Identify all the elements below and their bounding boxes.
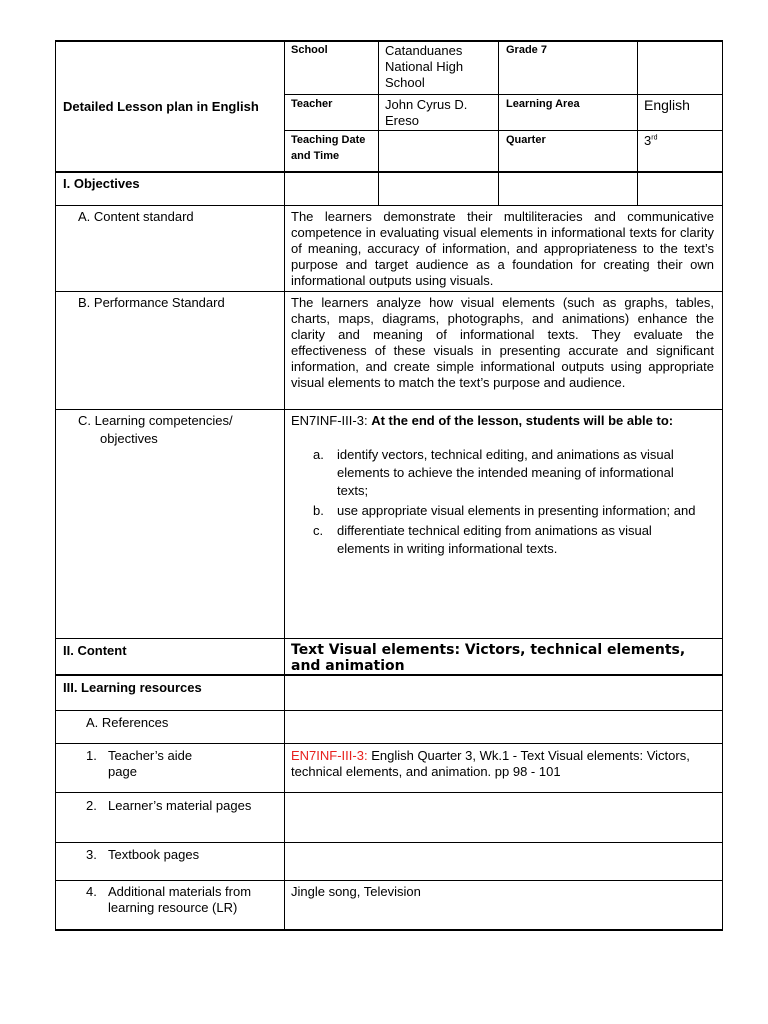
row-divider: [55, 842, 723, 843]
references-label: A. References: [86, 715, 169, 730]
performance-standard-label: B. Performance Standard: [78, 295, 225, 310]
row-divider: [55, 291, 723, 292]
document-title: Detailed Lesson plan in English: [63, 99, 259, 114]
school-label: School: [291, 44, 328, 56]
table-border-left: [55, 40, 56, 931]
list-item: a. identify vectors, technical editing, and animations as visual elements to achieve the intended meaning of informational texts;: [313, 447, 674, 498]
grade-label: Grade 7: [506, 44, 547, 56]
row-divider: [55, 880, 723, 881]
learners-material-label: Learner’s material pages: [108, 798, 252, 813]
row-divider: [284, 130, 723, 131]
row-divider: [55, 171, 723, 173]
list-item: c. differentiate technical editing from animations as visual elements in writing informational texts.: [313, 523, 652, 556]
competency-intro: [291, 413, 721, 429]
row-divider: [55, 205, 723, 206]
learning-area-label: Learning Area: [506, 98, 580, 110]
competency-code: EN7INF-III-3:: [291, 413, 372, 428]
teachers-aide-label: Teacher’s aide page: [108, 748, 193, 779]
list-item: b. use appropriate visual elements in presenting information; and: [313, 503, 696, 518]
objectives-heading: I. Objectives: [63, 176, 140, 191]
performance-standard-text: The learners analyze how visual elements (such as graphs, tables, charts, maps, diagrams, photographs, and animations) enhance the clarity and meaning of informational texts. They evaluate the effectiveness of these visuals in presenting accurate and significant information, and create simple informational outputs using appropriate visual elements to match the text’s purpose and audience.: [291, 295, 714, 390]
row-divider: [284, 94, 723, 95]
column-divider: [378, 40, 379, 206]
teaching-date-label: Teaching Date and Time: [291, 134, 366, 162]
school-value: Catanduanes National High School: [385, 43, 464, 90]
content-standard-label: A. Content standard: [78, 209, 194, 224]
teacher-value: John Cyrus D. Ereso: [385, 97, 468, 128]
teachers-aide-reference: [291, 748, 719, 780]
row-divider: [55, 743, 723, 744]
textbook-label: Textbook pages: [108, 847, 200, 862]
content-standard-text: The learners demonstrate their multiliteracies and communicative competence in evaluating visual elements in informational texts for clarity of meaning, accuracy of information, and appropriateness to the text’s purpose and target audience as a foundation for creating their own informational outputs using visuals.: [291, 209, 714, 288]
objectives-list: [291, 446, 701, 560]
learners-material-number: 2.: [86, 798, 97, 813]
quarter-label: Quarter: [506, 134, 546, 146]
quarter-value: 3rd: [644, 133, 658, 148]
learning-area-value: English: [644, 97, 690, 113]
competencies-label: C. Learning competencies/: [78, 413, 233, 428]
row-divider: [55, 674, 723, 676]
table-border-right: [722, 40, 723, 931]
teachers-aide-number: 1.: [86, 748, 97, 763]
additional-materials-value: Jingle song, Television: [291, 884, 421, 899]
competencies-label-objectives: objectives: [100, 431, 158, 446]
teachers-aide-code: EN7INF-III-3:: [291, 748, 368, 763]
additional-materials-number: 4.: [86, 884, 97, 899]
textbook-number: 3.: [86, 847, 97, 862]
teacher-label: Teacher: [291, 98, 333, 110]
row-divider: [55, 792, 723, 793]
resources-heading: III. Learning resources: [63, 680, 202, 695]
row-divider: [55, 409, 723, 410]
table-border-bottom: [55, 929, 723, 931]
content-title: Text Visual elements: Victors, technical elements, and animation: [291, 642, 686, 674]
column-divider: [284, 40, 285, 931]
column-divider: [637, 40, 638, 206]
teachers-aide-text: English Quarter 3, Wk.1 - Text Visual elements: Victors, technical elements, and animation. pp 98 - 101: [291, 748, 690, 779]
column-divider: [498, 40, 499, 206]
additional-materials-label: Additional materials from learning resource (LR): [108, 884, 252, 915]
row-divider: [55, 710, 723, 711]
content-heading: II. Content: [63, 643, 127, 658]
competency-intro-text: At the end of the lesson, students will be able to:: [371, 413, 674, 428]
row-divider: [55, 638, 723, 639]
